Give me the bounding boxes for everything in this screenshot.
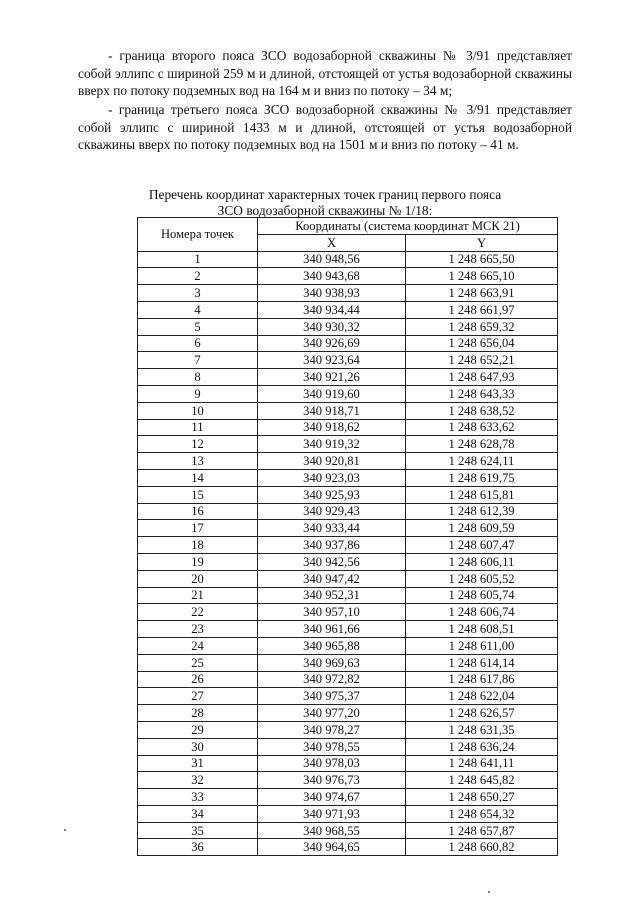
table-row	[138, 604, 558, 621]
cell-point-number: 18	[138, 537, 258, 554]
cell-x: 340 918,71	[258, 402, 406, 419]
cell-x: 340 920,81	[258, 453, 406, 470]
cell-y: 1 248 656,04	[406, 335, 558, 352]
cell-x: 340 975,37	[258, 688, 406, 705]
cell-point-number: 21	[138, 587, 258, 604]
cell-point-number: 3	[138, 285, 258, 302]
cell-point-number: 14	[138, 469, 258, 486]
table-row	[138, 469, 558, 486]
cell-x: 340 918,62	[258, 419, 406, 436]
table-row	[138, 352, 558, 369]
cell-point-number: 17	[138, 520, 258, 537]
table-row	[138, 671, 558, 688]
coordinates-table	[137, 217, 558, 856]
table-caption	[80, 187, 570, 219]
cell-y: 1 248 657,87	[406, 822, 558, 839]
cell-y: 1 248 661,97	[406, 301, 558, 318]
cell-point-number: 28	[138, 705, 258, 722]
table-row	[138, 839, 558, 856]
cell-x: 340 919,32	[258, 436, 406, 453]
cell-x: 340 961,66	[258, 621, 406, 638]
table-row	[138, 621, 558, 638]
cell-x: 340 943,68	[258, 268, 406, 285]
cell-point-number: 33	[138, 789, 258, 806]
cell-x: 340 929,43	[258, 503, 406, 520]
table-row	[138, 369, 558, 386]
cell-x: 340 925,93	[258, 486, 406, 503]
cell-point-number: 34	[138, 805, 258, 822]
cell-point-number: 29	[138, 721, 258, 738]
cell-x: 340 957,10	[258, 604, 406, 621]
cell-point-number: 19	[138, 553, 258, 570]
cell-x: 340 971,93	[258, 805, 406, 822]
scan-speck	[488, 891, 490, 893]
cell-y: 1 248 615,81	[406, 486, 558, 503]
cell-y: 1 248 665,50	[406, 251, 558, 268]
table-row	[138, 520, 558, 537]
cell-y: 1 248 607,47	[406, 537, 558, 554]
table-row	[138, 453, 558, 470]
cell-point-number: 5	[138, 318, 258, 335]
cell-point-number: 32	[138, 772, 258, 789]
cell-x: 340 978,03	[258, 755, 406, 772]
table-row	[138, 486, 558, 503]
cell-y: 1 248 638,52	[406, 402, 558, 419]
cell-x: 340 938,93	[258, 285, 406, 302]
cell-y: 1 248 619,75	[406, 469, 558, 486]
table-row	[138, 805, 558, 822]
cell-y: 1 248 626,57	[406, 705, 558, 722]
table-row	[138, 570, 558, 587]
table-row	[138, 688, 558, 705]
cell-x: 340 977,20	[258, 705, 406, 722]
cell-y: 1 248 665,10	[406, 268, 558, 285]
table-row	[138, 318, 558, 335]
table-row	[138, 772, 558, 789]
table-row	[138, 654, 558, 671]
table-row	[138, 721, 558, 738]
cell-y: 1 248 659,32	[406, 318, 558, 335]
cell-point-number: 25	[138, 654, 258, 671]
table-row	[138, 822, 558, 839]
cell-x: 340 969,63	[258, 654, 406, 671]
cell-x: 340 926,69	[258, 335, 406, 352]
cell-point-number: 20	[138, 570, 258, 587]
cell-point-number: 16	[138, 503, 258, 520]
paragraph-second-zone: - граница второго пояса ЗСО водозаборной скважины № 3/91 представляет собой эллипс с шириной 259 м и длиной, отстоящей от устья водозаборной скважины вверх по потоку подземных вод на 164 м и вниз по потоку – 34 м;	[78, 48, 572, 99]
cell-y: 1 248 652,21	[406, 352, 558, 369]
table-row	[138, 587, 558, 604]
table-row	[138, 755, 558, 772]
cell-y: 1 248 606,74	[406, 604, 558, 621]
cell-x: 340 965,88	[258, 637, 406, 654]
cell-y: 1 248 663,91	[406, 285, 558, 302]
cell-point-number: 8	[138, 369, 258, 386]
cell-y: 1 248 617,86	[406, 671, 558, 688]
cell-x: 340 964,65	[258, 839, 406, 856]
cell-point-number: 22	[138, 604, 258, 621]
header-point-numbers: Номера точек	[138, 218, 258, 252]
cell-x: 340 933,44	[258, 520, 406, 537]
caption-line-2: ЗСО водозаборной скважины № 1/18:	[217, 203, 433, 218]
cell-y: 1 248 614,14	[406, 654, 558, 671]
cell-y: 1 248 612,39	[406, 503, 558, 520]
cell-y: 1 248 633,62	[406, 419, 558, 436]
cell-y: 1 248 611,00	[406, 637, 558, 654]
cell-y: 1 248 609,59	[406, 520, 558, 537]
cell-y: 1 248 606,11	[406, 553, 558, 570]
cell-y: 1 248 605,74	[406, 587, 558, 604]
cell-point-number: 26	[138, 671, 258, 688]
table-row	[138, 789, 558, 806]
cell-point-number: 31	[138, 755, 258, 772]
cell-x: 340 974,67	[258, 789, 406, 806]
cell-x: 340 978,27	[258, 721, 406, 738]
cell-x: 340 968,55	[258, 822, 406, 839]
cell-x: 340 952,31	[258, 587, 406, 604]
cell-point-number: 1	[138, 251, 258, 268]
cell-point-number: 10	[138, 402, 258, 419]
header-x: X	[258, 234, 406, 251]
table-row	[138, 251, 558, 268]
cell-y: 1 248 660,82	[406, 839, 558, 856]
cell-x: 340 937,86	[258, 537, 406, 554]
cell-point-number: 27	[138, 688, 258, 705]
table-row	[138, 335, 558, 352]
cell-x: 340 923,64	[258, 352, 406, 369]
table-row	[138, 385, 558, 402]
cell-point-number: 36	[138, 839, 258, 856]
table-row	[138, 553, 558, 570]
cell-point-number: 9	[138, 385, 258, 402]
paragraph-third-zone: - граница третьего пояса ЗСО водозаборной скважины № 3/91 представляет собой эллипс с шириной 1433 м и длиной, отстоящей от устья водозаборной скважины вверх по потоку подземных вод на 1501 м и вниз по потоку – 41 м.	[78, 102, 572, 153]
table-row	[138, 419, 558, 436]
cell-y: 1 248 608,51	[406, 621, 558, 638]
cell-x: 340 923,03	[258, 469, 406, 486]
cell-y: 1 248 641,11	[406, 755, 558, 772]
cell-point-number: 15	[138, 486, 258, 503]
cell-y: 1 248 622,04	[406, 688, 558, 705]
cell-point-number: 24	[138, 637, 258, 654]
cell-point-number: 6	[138, 335, 258, 352]
table-row	[138, 301, 558, 318]
cell-y: 1 248 628,78	[406, 436, 558, 453]
caption-line-1: Перечень координат характерных точек границ первого пояса	[148, 187, 502, 202]
cell-point-number: 7	[138, 352, 258, 369]
cell-y: 1 248 647,93	[406, 369, 558, 386]
table-row	[138, 285, 558, 302]
table-row	[138, 537, 558, 554]
cell-y: 1 248 631,35	[406, 721, 558, 738]
table-row	[138, 268, 558, 285]
cell-x: 340 972,82	[258, 671, 406, 688]
cell-y: 1 248 650,27	[406, 789, 558, 806]
cell-x: 340 942,56	[258, 553, 406, 570]
cell-x: 340 919,60	[258, 385, 406, 402]
cell-point-number: 11	[138, 419, 258, 436]
cell-x: 340 947,42	[258, 570, 406, 587]
cell-point-number: 13	[138, 453, 258, 470]
cell-y: 1 248 624,11	[406, 453, 558, 470]
cell-point-number: 12	[138, 436, 258, 453]
table-row	[138, 402, 558, 419]
table-body	[138, 251, 558, 856]
table-row	[138, 738, 558, 755]
table-row	[138, 503, 558, 520]
cell-point-number: 4	[138, 301, 258, 318]
cell-y: 1 248 605,52	[406, 570, 558, 587]
cell-x: 340 976,73	[258, 772, 406, 789]
cell-x: 340 934,44	[258, 301, 406, 318]
cell-x: 340 930,32	[258, 318, 406, 335]
cell-point-number: 35	[138, 822, 258, 839]
cell-point-number: 23	[138, 621, 258, 638]
cell-y: 1 248 643,33	[406, 385, 558, 402]
cell-y: 1 248 645,82	[406, 772, 558, 789]
cell-x: 340 921,26	[258, 369, 406, 386]
scan-speck	[64, 829, 66, 831]
cell-y: 1 248 654,32	[406, 805, 558, 822]
cell-x: 340 978,55	[258, 738, 406, 755]
table-row	[138, 436, 558, 453]
header-y: Y	[406, 234, 558, 251]
cell-x: 340 948,56	[258, 251, 406, 268]
cell-point-number: 30	[138, 738, 258, 755]
table-row	[138, 705, 558, 722]
header-coordinates: Координаты (система координат МСК 21)	[258, 218, 558, 235]
table-row	[138, 637, 558, 654]
cell-point-number: 2	[138, 268, 258, 285]
cell-y: 1 248 636,24	[406, 738, 558, 755]
